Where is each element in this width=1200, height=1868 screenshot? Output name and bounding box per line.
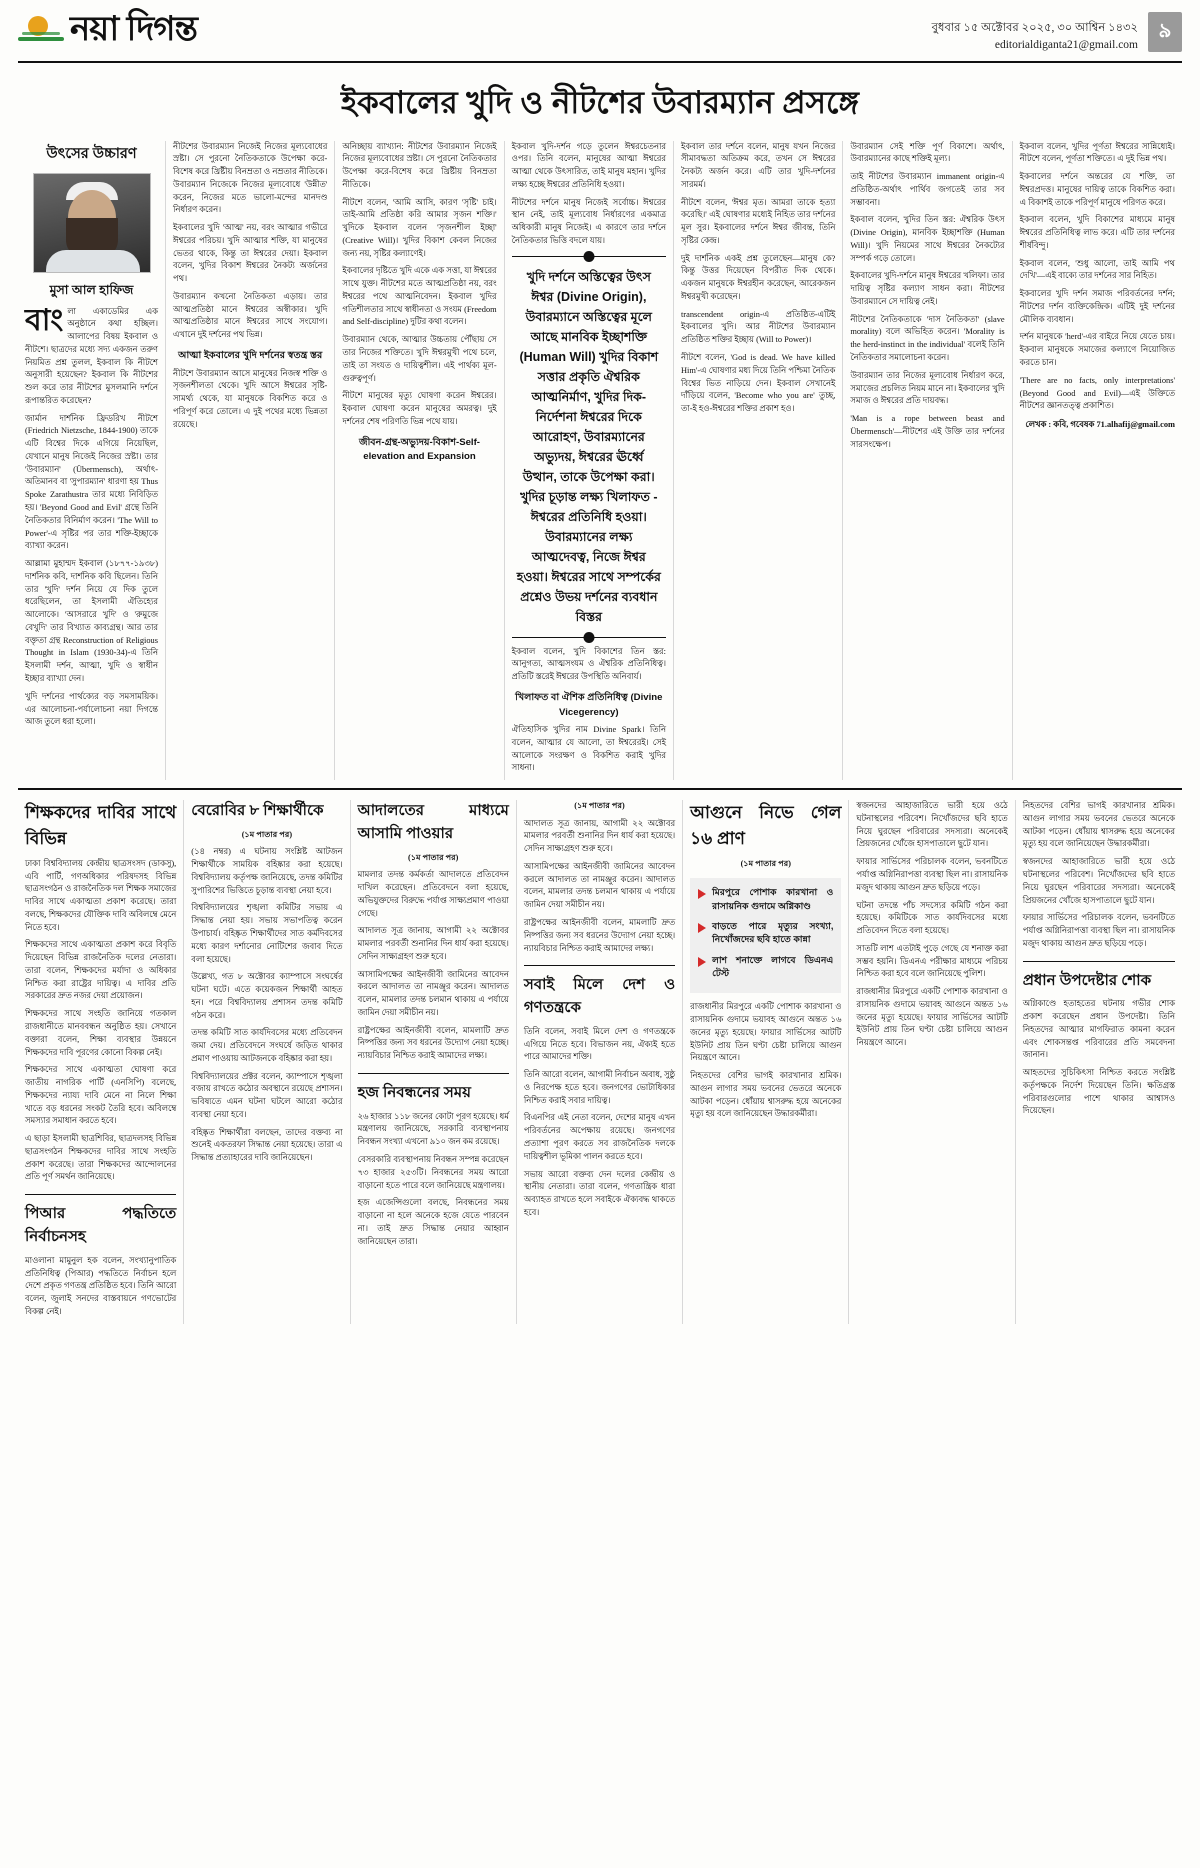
divider bbox=[358, 1073, 509, 1074]
paragraph: খুদি দর্শনের পার্থক্যের বড় সমসাময়িক। এর আলোচনা-পর্যালোচনা নয়া দিগন্তে আজ তুলে ধরা হলো। bbox=[25, 691, 158, 727]
story-headline: বেরোবির ৮ শিক্ষার্থীকে bbox=[191, 802, 324, 820]
pull-quote bbox=[512, 256, 666, 638]
paragraph: শিক্ষকদের সাথে একাত্মতা ঘোষণা করে জাতীয় নাগরিক পার্টি (এনসিপি) বলেছে, শিক্ষকদের ন্যায্য দাবি মেনে না নিলে শিক্ষা খাতে বড় ধরনের সংকট তৈরি হবে। অবিলম্বে সমস্যার সমাধান করতে হবে। bbox=[25, 1065, 177, 1126]
lead-article bbox=[18, 141, 1182, 791]
list-item bbox=[698, 954, 833, 981]
paragraph: ফায়ার সার্ভিসের পরিচালক বলেন, ভবনটিতে পর্যাপ্ত অগ্নিনিরাপত্তা ব্যবস্থা ছিল না। রাসায়নিক মজুদ থাকায় আগুন দ্রুত ছড়িয়ে পড়ে। bbox=[1022, 913, 1175, 948]
paragraph: ২৬ হাজার ১১৮ জনের কোটা পূরণ হয়েছে। ধর্ম মন্ত্রণালয় জানিয়েছে, সরকারি ব্যবস্থাপনায় নিবন্ধন সংখ্যা এখনো ৯১০ জন কম রয়েছে। bbox=[357, 1111, 509, 1147]
paragraph: আসামিপক্ষের আইনজীবী জামিনের আবেদন করলে আদালত তা নামঞ্জুর করেন। আদালত বলেন, মামলার তদন্ত চলমান থাকায় এ পর্যায়ে জামিন দেয়া সমীচীন নয়। bbox=[357, 969, 509, 1017]
jump-line: (১ম পাতার পর) bbox=[407, 852, 459, 862]
paragraph: আদালত সূত্র জানায়, আগামী ২২ অক্টোবর মামলার পরবর্তী শুনানির দিন ধার্য করা হয়েছে। সেদিন সাক্ষ্যগ্রহণ শুরু হবে। bbox=[523, 818, 676, 854]
sun-logo-icon bbox=[18, 14, 64, 44]
paragraph: 'There are no facts, only interpretations' (Beyond Good and Evil)—এই উক্তিতে নীটশের জ্ঞানতত্ত্ব প্রকাশিত। bbox=[1019, 375, 1175, 411]
byline-column bbox=[18, 141, 166, 781]
subheading: আত্মা ইকবালের খুদি দর্শনের স্বতন্ত্র স্তর bbox=[178, 349, 323, 361]
paragraph: transcendent origin-এ প্রতিষ্ঠিত-এটিই ইকবালের খুদি। আর নীটশের উবারম্যান প্রতিষ্ঠিত শক্তির ইচ্ছায় (Will to Power)। bbox=[680, 309, 836, 345]
paragraph: নীটশে উবারম্যান আসে মানুষের নিজস্ব শক্তি ও সৃজনশীলতা থেকে। খুদি আসে ঈশ্বরের সৃষ্টি-সামর্থ্য থেকে, যা মানুষকে বিকশিত করে ও পরিপূর্ণ করে তোলে। এ দুই পথের মধ্যে ভিন্নতা রয়েছে। bbox=[173, 368, 328, 429]
paragraph: শিক্ষকদের সাথে একাত্মতা প্রকাশ করে বিবৃতি দিয়েছেন বিভিন্ন রাজনৈতিক দলের নেতারা। তারা বলেন, শিক্ষকদের মর্যাদা ও অধিকার নিশ্চিত করা রাষ্ট্রের দায়িত্ব। এ দাবির প্রতি সরকারের দ্রুত নজর দেয়া প্রয়োজন। bbox=[25, 940, 177, 1001]
article-column-2 bbox=[166, 141, 335, 781]
paragraph: বিশ্ববিদ্যালয়ের প্রক্টর বলেন, ক্যাম্পাসে শৃঙ্খলা বজায় রাখতে কঠোর অবস্থানে রয়েছে প্রশাসন। ভবিষ্যতে এমন ঘটনা ঘটলে আরো কঠোর ব্যবস্থা নেয়া হবে। bbox=[191, 1071, 343, 1119]
paragraph: ঐতিহাসিক খুদির নাম Divine Spark। তিনি বলেন, আত্মার যে আলো, তা ঈশ্বরেরই। সেই আলোকে সংরক্ষণ ও বিকশিত করাই খুদির সাধনা। bbox=[511, 725, 666, 773]
paragraph: ইকবাল বলেন, 'শুধু আলো, তাই আমি পথ দেখি'—এই বাক্যে তার দর্শনের সার নিহিত। bbox=[1019, 258, 1175, 281]
story-court-accused bbox=[351, 800, 517, 1323]
paragraph: উবারম্যান তার নিজের মূল্যবোধ নির্ধারণ করে, সমাজের প্রচলিত নিয়ম মানে না। ইকবালের খুদি সমাজ ও ঈশ্বরের প্রতি দায়বদ্ধ। bbox=[850, 370, 1005, 406]
paragraph: সাতটি লাশ এতটাই পুড়ে গেছে যে শনাক্ত করা সম্ভব হয়নি। ডিএনএ পরীক্ষার মাধ্যমে পরিচয় নিশ্চিত করা হবে বলে জানিয়েছে পুলিশ। bbox=[856, 943, 1008, 979]
paragraph: বেসরকারি ব্যবস্থাপনায় নিবন্ধন সম্পন্ন করেছেন ৭৩ হাজার ২৫৩টি। নিবন্ধনের সময় আরো বাড়ানো হতে পারে বলে জানিয়েছে মন্ত্রণালয়। bbox=[357, 1155, 509, 1190]
paragraph: ইকবাল বলেন, খুদি বিকাশের মাধ্যমে মানুষ ঈশ্বরের প্রতিনিধিত্ব লাভ করে। এটি তার দর্শনের শীর্ষবিন্দু। bbox=[1019, 215, 1175, 250]
paragraph: উবারম্যান কখনো নৈতিকতা এড়ায়। তার আত্মপ্রতিষ্ঠা মানে ঈশ্বরের অস্বীকার। খুদি আত্মপ্রতিষ্ঠার মানে ঈশ্বরের সাথে সংযোগ। এখানে দুই দর্শনের পথ ভিন্ন। bbox=[173, 291, 328, 340]
paragraph: রাজধানীর মিরপুরে একটি পোশাক কারখানা ও রাসায়নিক গুদামে ভয়াবহ আগুনে অন্তত ১৬ জনের মৃত্যু হয়েছে। ফায়ার সার্ভিসের আটটি ইউনিট প্রায় তিন ঘণ্টা চেষ্টা চালিয়ে আগুন নিয়ন্ত্রণে আনে। bbox=[856, 987, 1008, 1048]
paragraph: বিশ্ববিদ্যালয়ের শৃঙ্খলা কমিটির সভায় এ সিদ্ধান্ত নেয়া হয়। সভায় সভাপতিত্ব করেন উপাচার্য। বহিষ্কৃত শিক্ষার্থীদের সাত কর্মদিবসের মধ্যে কারণ দর্শানোর নোটিশের জবাব দিতে বলা হয়েছে। bbox=[191, 903, 343, 964]
article-column-7 bbox=[1013, 141, 1182, 781]
story-headline: আগুনে নিভে গেল ১৬ প্রাণ bbox=[690, 803, 842, 848]
paragraph: স্বজনদের আহাজারিতে ভারী হয়ে ওঠে ঘটনাস্থলের পরিবেশ। নিখোঁজদের ছবি হাতে নিয়ে ঘুরছেন পরিবারের সদস্যরা। অনেকেই প্রিয়জনের খোঁজে হাসপাতালে ছুটে যান। bbox=[1022, 857, 1175, 905]
key-points-box bbox=[690, 878, 841, 993]
article-column-5 bbox=[674, 141, 843, 781]
divider bbox=[524, 965, 675, 966]
paragraph: ইকবালের খুদি 'আত্ম' নয়, বরং আত্মার গভীরে ঈশ্বরের পরিচয়। খুদি আত্মার শক্তি, যা মানুষের ভেতর থাকে, কিন্তু তা ঈশ্বরের দেয়া। ইকবাল বলেন, খুদির বিকাশ ঈশ্বরের নৈকট্য অর্জনের পথ। bbox=[173, 223, 328, 284]
list-item bbox=[698, 920, 833, 947]
story-headline: শিক্ষকদের দাবির সাথে বিভিন্ন bbox=[25, 803, 177, 848]
story-headline: হজ নিবন্ধনের সময় bbox=[357, 1083, 471, 1101]
paragraph: নিহতদের বেশির ভাগই কারখানার শ্রমিক। আগুন লাগার সময় ভবনের ভেতরে অনেকে আটকা পড়েন। ধোঁয়ায় শ্বাসরুদ্ধ হয়ে অনেকের মৃত্যু হয় বলে জানিয়েছেন উদ্ধারকর্মীরা। bbox=[690, 1071, 842, 1119]
paragraph: আল্লামা মুহাম্মদ ইকবাল (১৮৭৭-১৯৩৮) দার্শনিক কবি, দার্শনিক কবি ছিলেন। তিনি তার 'খুদি' দর্শন নিয়ে যে দিক তুলে ধরেছিলেন, তা ইসলামী ঐতিহ্যের আলোকে। 'আসরারে খুদি' ও 'রুমুজে বেখুদি' তার বিখ্যাত কাব্যগ্রন্থ। আর তার বক্তৃতা গ্রন্থ Reconstruction of Religious Thought in Islam (1930-34)-এ তিনি ইসলামী দর্শন, আত্মা, খুদি ও স্বাধীন ইচ্ছার ব্যাখ্যা দেন। bbox=[25, 559, 158, 683]
paragraph: উবারম্যান সেই শক্তি পূর্ণ বিকাশে। অর্থাৎ, উবারম্যানের কাছে শক্তিই মূল্য। bbox=[850, 141, 1005, 164]
story-beroby-students bbox=[184, 800, 350, 1323]
paragraph: নীটশের নৈতিকতাকে 'দাস নৈতিকতা' (slave morality) বলে অভিহিত করেন। 'Morality is the herd-instinct in the individual' বলেই তিনি নৈতিকতার সমালোচনা করেন। bbox=[850, 314, 1005, 362]
jump-line: (১ম পাতার পর) bbox=[574, 801, 625, 811]
paragraph: উবারম্যান থেকে, আত্মার উচ্চতায় পৌঁছায় সে তার নিজের শক্তিতে। খুদি ঈশ্বরমুখী পথে চলে, তাই তা সংযত ও দায়িত্বশীল। এই পার্থক্য মূল-গুরুত্বপূর্ণ। bbox=[342, 335, 497, 383]
divider bbox=[1023, 961, 1175, 962]
paragraph: স্বজনদের আহাজারিতে ভারী হয়ে ওঠে ঘটনাস্থলের পরিবেশ। নিখোঁজদের ছবি হাতে নিয়ে ঘুরছেন পরিবারের সদস্যরা। অনেকেই প্রিয়জনের খোঁজে হাসপাতালে ছুটে যান। bbox=[856, 801, 1008, 849]
paragraph: তিনি আরো বলেন, আগামী নির্বাচন অবাধ, সুষ্ঠু ও নিরপেক্ষ হতে হবে। জনগণের ভোটাধিকার নিশ্চিত করাই সবার দায়িত্ব। bbox=[523, 1070, 676, 1105]
editorial-email: editorialdiganta21@gmail.com bbox=[994, 39, 1138, 52]
paragraph: ইকবালের দৃষ্টিতে খুদি একে এক সত্তা, যা ঈশ্বরের সাথে যুক্ত। নীটশের মতে আত্মপ্রতিষ্ঠা নয়, বরং ঈশ্বরের পথে আত্মনিবেদন। ইকবাল খুদির গতিশীলতার সাথে স্বাধীনতা ও সংযম (Freedom and Self-discipline) দুটির কথা বলেন। bbox=[342, 266, 497, 327]
paragraph: নীটশের দর্শনে মানুষ নিজেই সর্বোচ্চ। ঈশ্বরের স্থান নেই, তাই মূল্যবোধ নির্ধারণের একমাত্র অধিকারী মানুষ নিজেই। এ কারণে তার দর্শনে নৈতিকতার ভিত্তি বদলে যায়। bbox=[511, 197, 666, 245]
paragraph: সভায় আরো বক্তব্য দেন দলের কেন্দ্রীয় ও স্থানীয় নেতারা। তারা বলেন, গণতান্ত্রিক ধারা অব্যাহত রাখতে হলে সবাইকে ঐক্যবদ্ধ থাকতে হবে। bbox=[523, 1169, 676, 1217]
paragraph: 'Man is a rope between beast and Übermensch'—নীটশের এই উক্তি তার দর্শনের সারসংক্ষেপ। bbox=[850, 414, 1005, 449]
paragraph: তিনি বলেন, সবাই মিলে দেশ ও গণতন্ত্রকে এগিয়ে নিতে হবে। বিভাজন নয়, ঐক্যই হতে পারে আমাদের শক্তি। bbox=[523, 1026, 676, 1062]
paragraph: তাই নীটশের উবারম্যান immanent origin-এ প্রতিষ্ঠিত-অর্থাৎ পার্থিব জগতেই তার সব সম্ভাবনা। bbox=[850, 172, 1005, 207]
jump-line: (১ম পাতার পর) bbox=[740, 858, 791, 868]
story-headline: পিআর পদ্ধতিতে নির্বাচনসহ bbox=[25, 1205, 177, 1245]
paragraph: দুই দার্শনিক একই প্রশ্ন তুলেছেন—মানুষ কে? কিন্তু উত্তর দিয়েছেন বিপরীত দিক থেকে। একজন মানুষকে ঈশ্বরহীন করেছেন, আরেকজন ঈশ্বরমুখী করেছেন। bbox=[680, 253, 836, 301]
paragraph: শিক্ষকদের সাথে সংহতি জানিয়ে গতকাল রাজধানীতে মানববন্ধন অনুষ্ঠিত হয়। সেখানে বক্তারা বলেন, শিক্ষা ব্যবস্থার উন্নয়নে শিক্ষকদের দাবি পূরণের কোনো বিকল্প নেই। bbox=[25, 1009, 177, 1057]
triangle-bullet-icon bbox=[698, 957, 706, 967]
masthead bbox=[18, 12, 1182, 63]
article-column-4 bbox=[505, 141, 674, 781]
paragraph: রাষ্ট্রপক্ষের আইনজীবী বলেন, মামলাটি দ্রুত নিষ্পত্তির জন্য সব ধরনের উদ্যোগ নেয়া হচ্ছে। ন্যায়বিচার নিশ্চিত করাই আমাদের লক্ষ্য। bbox=[523, 917, 676, 953]
paragraph: মাওলানা মামুনুল হক বলেন, সংখ্যানুপাতিক প্রতিনিধিত্ব (পিআর) পদ্ধতিতে নির্বাচন হলে দেশে প্রকৃত গণতন্ত্র প্রতিষ্ঠিত হবে। তিনি আরো বলেন, জুলাই সনদের বাস্তবায়নে গণভোটের বিকল্প নেই। bbox=[25, 1255, 177, 1316]
author-name: মুসা আল হাফিজ bbox=[49, 282, 134, 297]
dateline-block bbox=[932, 12, 1138, 55]
paragraph: জার্মান দার্শনিক ফ্রিডরিখ নীটশে (Friedrich Nietzsche, 1844-1900) তাকে এটি বিশ্বের দিকে এগিয়ে নিয়েছিল, যেখানে মানুষ নিজেই নিজের স্রষ্টা। তার 'উবারম্যান' (Übermensch), অর্থাৎ-অতিমানব বা 'সুপারম্যান' ধারণা হয় Thus Spoke Zarathustra তার মধ্যে নিবিড়িত হয়। 'Beyond Good and Evil' গ্রন্থে তিনি নৈতিকতার বিনির্মাণ করেন। 'The Will to Power'-এ সৃষ্টির পর তার শক্তি-ইচ্ছাকে ব্যাখ্যা করেন। bbox=[25, 413, 158, 551]
publication-date: বুধবার ১৫ অক্টোবর ২০২৫, ৩০ আশ্বিন ১৪৩২ bbox=[931, 22, 1138, 34]
pull-quote-text: খুদি দর্শনে অস্তিত্বের উৎস ঈশ্বর (Divine Origin), উবারম্যানে অস্তিত্বের মূলে আছে মানবিক ইচ্ছাশক্তি (Human Will) খুদির বিকাশ সত্তার প্রকৃতি ঐশ্বরিক আত্মনির্মাণ, খুদির দিক-নির্দেশনা ঈশ্বরের দিকে আরোহণ, উবারম্যানের অভ্যুদয়, ঈশ্বরের ঊর্ধ্বে উত্থান, তাকে উপেক্ষা করা। খুদির চূড়ান্ত লক্ষ্য খিলাফত - ঈশ্বরের প্রতিনিধি হওয়া। উবারম্যানের লক্ষ্য আত্মদেবত্ব, নিজে ঈশ্বর হওয়া। ঈশ্বরের সাথে সম্পর্কের প্রশ্নেও উভয় দর্শনের ব্যবধান বিস্তর bbox=[516, 269, 661, 624]
triangle-bullet-icon bbox=[698, 889, 706, 899]
list-item-label: মিরপুরে পোশাক কারখানা ও রাসায়নিক গুদামে অগ্নিকাণ্ড bbox=[712, 887, 834, 911]
lower-stories bbox=[18, 800, 1182, 1323]
article-column-3 bbox=[335, 141, 504, 781]
paragraph: ইকবাল বলেন, খুদি বিকাশের তিন স্তর: আনুগত্য, আত্মসংযম ও ঐশ্বরিক প্রতিনিধিত্ব। প্রতিটি স্তরেই ঈশ্বরের উপস্থিতি অনিবার্য। bbox=[511, 646, 666, 682]
paragraph: অগ্নিকাণ্ডে হতাহতের ঘটনায় গভীর শোক প্রকাশ করেছেন প্রধান উপদেষ্টা। তিনি নিহতদের আত্মার মাগফিরাত কামনা করেন এবং শোকসন্তপ্ত পরিবারের প্রতি সমবেদনা জানান। bbox=[1022, 999, 1175, 1060]
story-fire-16-deaths bbox=[683, 800, 849, 1323]
masthead-right bbox=[932, 12, 1182, 55]
paragraph: বিএনপির এই নেতা বলেন, দেশের মানুষ এখন পরিবর্তনের অপেক্ষায় রয়েছে। জনগণের প্রত্যাশা পূরণ করতে সব রাজনৈতিক দলকে দায়িত্বশীল ভূমিকা পালন করতে হবে। bbox=[523, 1113, 676, 1161]
paragraph: ইকবালের দর্শনে অন্তরের যে শক্তি, তা ঈশ্বরপ্রদত্ত। মানুষের দায়িত্ব তাকে বিকশিত করা। এ বিকাশই তাকে পরিপূর্ণ মানুষে পরিণত করে। bbox=[1019, 172, 1175, 207]
subheading: খিলাফত বা ঐশিক প্রতিনিধিত্ব (Divine Vicegerency) bbox=[515, 691, 663, 718]
quote-dot-icon bbox=[583, 632, 594, 643]
story-fire-continued-1 bbox=[849, 800, 1015, 1323]
paragraph: দর্শন মানুষকে 'herd'-এর বাইরে নিয়ে যেতে চায়। ইকবাল মানুষকে সমাজের কল্যাণে নিয়োজিত করতে চান। bbox=[1019, 332, 1175, 367]
list-item bbox=[698, 886, 833, 913]
paragraph: নিহতদের বেশির ভাগই কারখানার শ্রমিক। আগুন লাগার সময় ভবনের ভেতরে অনেকে আটকা পড়েন। ধোঁয়ায় শ্বাসরুদ্ধ হয়ে অনেকের মৃত্যু হয় বলে জানিয়েছেন উদ্ধারকর্মীরা। bbox=[1022, 801, 1175, 849]
paragraph: ঢাকা বিশ্ববিদ্যালয় কেন্দ্রীয় ছাত্রসংসদ (ডাকসু), এবি পার্টি, গণঅধিকার পরিষদসহ বিভিন্ন ছাত্রসংগঠন ও রাজনৈতিক দল শিক্ষক সমাজের দাবির সাথে একাত্মতা প্রকাশ করেছে। তারা বলছে, শিক্ষকদের যৌক্তিক দাবি অবিলম্বে মেনে নিতে হবে। bbox=[25, 858, 177, 932]
paragraph: নীটশে বলেন, 'ঈশ্বর মৃত। আমরা তাকে হত্যা করেছি।' এই ঘোষণার মধ্যেই নিহিত তার দর্শনের মূল সুর। ইকবালের দর্শনে ঈশ্বর জীবন্ত, তিনি সৃষ্টির কেন্দ্র। bbox=[680, 197, 836, 245]
article-column-6 bbox=[843, 141, 1012, 781]
story-fire-continued-2 bbox=[1016, 800, 1182, 1323]
paragraph: ইকবাল খুদি-দর্শন গড়ে তুলেন ঈশ্বরচেতনার ওপর। তিনি বলেন, মানুষের আত্মা ঈশ্বরের আত্মা থেকে উৎসারিত, তাই মানুষ মহান। খুদির লক্ষ্য হচ্ছে ঈশ্বরের প্রতিনিধি হওয়া। bbox=[511, 141, 666, 189]
paragraph: নীটশে মানুষের মৃত্যু ঘোষণা করেন ঈশ্বরের। ইকবাল ঘোষণা করেন মানুষের অমরত্ব। দুই দর্শনের শেষ পরিণতি ভিন্ন পথে যায়। bbox=[342, 391, 497, 426]
story-headline: আদালতের মাধ্যমে আসামি পাওয়ার bbox=[357, 802, 509, 842]
jump-line: (১ম পাতার পর) bbox=[241, 829, 293, 839]
story-democracy bbox=[517, 800, 683, 1323]
paragraph: আদালত সূত্র জানায়, আগামী ২২ অক্টোবর মামলার পরবর্তী শুনানির দিন ধার্য করা হয়েছে। সেদিন সাক্ষ্যগ্রহণ শুরু হবে। bbox=[357, 926, 509, 961]
paragraph: এ ছাড়া ইসলামী ছাত্রশিবির, ছাত্রদলসহ বিভিন্ন ছাত্রসংগঠন শিক্ষকদের দাবির সাথে সংহতি প্রকাশ করেছে। তারা শিক্ষকদের আন্দোলনের প্রতি পূর্ণ সমর্থন জানিয়েছে। bbox=[25, 1134, 177, 1182]
paragraph: নীটশে বলেন, 'God is dead. We have killed Him'-এ ঘোষণার মধ্য দিয়ে তিনি পশ্চিমা নৈতিক বিশ্বের ভিত নাড়িয়ে দেন। ইকবাল সেখানেই দাঁড়িয়ে বলেন, 'Become who you are' তুচ্ছ, তা-ই হও-ঈশ্বরের শক্তির প্রকাশ হও। bbox=[680, 352, 836, 414]
paragraph: নীটশে বলেন, 'আমি আসি, কারণ 'সৃষ্টি' চাই। তাই-আমি প্রতিষ্ঠা করি আমার সৃজন শক্তি।' খুদিকে ইকবাল বলেন 'সৃজনশীল ইচ্ছা' (Creative Will)। খুদির বিকাশ কেবল নিজের জন্য নয়, সৃষ্টির কল্যাণেই। bbox=[342, 197, 497, 258]
paragraph: হজ এজেন্সিগুলো বলছে, নিবন্ধনের সময় বাড়ানো না হলে অনেকে হজে যেতে পারবেন না। তাই দ্রুত সিদ্ধান্ত নেয়ার আহ্বান জানিয়েছেন তারা। bbox=[357, 1198, 509, 1246]
subheading: জীবন-গ্রন্থ-অভ্যুদয়-বিকাশ-Self-elevation and Expansion bbox=[358, 436, 480, 463]
paragraph: নীটশের উবারম্যান নিজেই নিজের মূল্যবোধের স্রষ্টা। সে পুরনো নৈতিকতাকে উপেক্ষা করে-বিশেষ করে খ্রিষ্টীয় বিনম্রতা ও নম্রতার নীতিকে। উবারম্যান নিজেকে নিজের মূল্যবোধে 'উন্নীত' করেন, নিজের মতে ভালো-মন্দের মানদণ্ড নির্ধারণ করেন। bbox=[173, 141, 328, 215]
paragraph: ইকবাল বলেন, খুদির তিন স্তর: ঐশ্বরিক উৎস (Divine Origin), মানবিক ইচ্ছাশক্তি (Human Will)। খুদি নিয়মের সাথে ঈশ্বরের নৈকট্যের সম্পর্ক গড়ে তোলে। bbox=[850, 215, 1005, 263]
divider bbox=[25, 1194, 176, 1195]
paragraph: ঘটনা তদন্তে পাঁচ সদস্যের কমিটি গঠন করা হয়েছে। কমিটিকে সাত কার্যদিবসের মধ্যে প্রতিবেদন দিতে বলা হয়েছে। bbox=[856, 900, 1008, 936]
story-headline: সবাই মিলে দেশ ও গণতন্ত্রকে bbox=[523, 976, 676, 1017]
paragraph: ফায়ার সার্ভিসের পরিচালক বলেন, ভবনটিতে পর্যাপ্ত অগ্নিনিরাপত্তা ব্যবস্থা ছিল না। রাসায়নিক মজুদ থাকায় আগুন দ্রুত ছড়িয়ে পড়ে। bbox=[856, 857, 1008, 892]
column-title: উৎসের উচ্চারণ bbox=[46, 145, 137, 162]
list-item-label: লাশ শনাক্তে লাগবে ডিএনএ টেস্ট bbox=[712, 954, 834, 978]
page-title: ইকবালের খুদি ও নীটশের উবারম্যান প্রসঙ্গে bbox=[341, 84, 859, 120]
story-headline: প্রধান উপদেষ্টার শোক bbox=[1022, 971, 1152, 989]
story-teachers-demand bbox=[18, 800, 184, 1323]
paragraph: ইকবালের খুদি দর্শন সমাজ পরিবর্তনের দর্শন; নীটশের দর্শন ব্যক্তিকেন্দ্রিক। এটিই দুই দর্শনের মৌলিক ব্যবধান। bbox=[1019, 289, 1175, 324]
paragraph: ইকবাল তার দর্শনে বলেন, মানুষ যখন নিজের সীমাবদ্ধতা অতিক্রম করে, তখন সে ঈশ্বরের নৈকট্য অর্জন করে। এটি তার খুদি-দর্শনের সারমর্ম। bbox=[680, 141, 836, 189]
paragraph: (১৪ নম্বর) এ ঘটনায় সংশ্লিষ্ট আটজন শিক্ষার্থীকে সাময়িক বহিষ্কার করা হয়েছে। বিশ্ববিদ্যালয় কর্তৃপক্ষ জানিয়েছে, তদন্ত কমিটির সুপারিশের ভিত্তিতে চূড়ান্ত ব্যবস্থা নেয়া হবে। bbox=[191, 847, 343, 895]
list-item-label: বাড়তে পারে মৃত্যুর সংখ্যা, নিখোঁজদের ছবি হাতে কান্না bbox=[712, 920, 834, 945]
author-signature: লেখক : কবি, গবেষক 71.alhafij@gmail.com bbox=[1025, 420, 1175, 430]
paragraph: আহতদের সুচিকিৎসা নিশ্চিত করতে সংশ্লিষ্ট কর্তৃপক্ষকে নির্দেশ দিয়েছেন তিনি। ক্ষতিগ্রস্ত পরিবারগুলোর পাশে থাকার আশ্বাসও দিয়েছেন। bbox=[1022, 1068, 1175, 1116]
masthead-title: নয়া দিগন্ত bbox=[70, 10, 197, 48]
paragraph: মামলার তদন্ত কর্মকর্তা আদালতে প্রতিবেদন দাখিল করেছেন। প্রতিবেদনে বলা হয়েছে, অভিযুক্তদের বিরুদ্ধে পর্যাপ্ত সাক্ষ্যপ্রমাণ পাওয়া গেছে। bbox=[357, 870, 509, 918]
paragraph: তদন্ত কমিটি সাত কার্যদিবসের মধ্যে প্রতিবেদন জমা দেয়। প্রতিবেদনে সংঘর্ষে জড়িত থাকার প্রমাণ পাওয়ায় আটজনকে বহিষ্কার করা হয়। bbox=[191, 1028, 343, 1063]
triangle-bullet-icon bbox=[698, 923, 706, 933]
paragraph: অনিচ্ছায় ব্যাখ্যান: নীটশের উবারম্যান নিজেই নিজের মূল্যবোধের স্রষ্টা। সে পুরনো নৈতিকতার উপেক্ষা করে-বিশেষ করে খ্রিষ্টীয় বিনম্রতা নীতিকে। bbox=[342, 141, 497, 189]
paragraph: ইকবাল বলেন, খুদির পূর্ণতা ঈশ্বরের সান্নিধ্যেই। নীটশে বলেন, পূর্ণতা শক্তিতে। এ দুই ভিন্ন পথ। bbox=[1019, 141, 1175, 164]
page-number-badge: ৯ bbox=[1148, 12, 1182, 52]
author-photo bbox=[33, 173, 151, 273]
paragraph: আসামিপক্ষের আইনজীবী জামিনের আবেদন করলে আদালত তা নামঞ্জুর করেন। আদালত বলেন, মামলার তদন্ত চলমান থাকায় এ পর্যায়ে জামিন দেয়া সমীচীন নয়। bbox=[523, 861, 676, 910]
lead-paragraph: বাংলা একাডেমির এক অনুষ্ঠানে কথা হচ্ছিল। আলাপের বিষয় ইকবাল ও নীটশে। ছাত্রদের মধ্যে সদ্য একজন তরুণ নিয়মিত প্রশ্ন তুলল, ইকবাল কি নীটশে অনুসারী হয়েছেন? ইকবাল কি নীটশের শুল করে তার নীটশের মুসলমানি দর্শনে রূপান্তরিত করেছেন? bbox=[25, 303, 158, 405]
paragraph: বহিষ্কৃত শিক্ষার্থীরা বলছেন, তাদের বক্তব্য না শুনেই একতরফা সিদ্ধান্ত নেয়া হয়েছে। তারা এ সিদ্ধান্ত প্রত্যাহারের দাবি জানিয়েছেন। bbox=[191, 1127, 343, 1163]
paragraph: উল্লেখ্য, গত ৮ অক্টোবর ক্যাম্পাসে সংঘর্ষের ঘটনা ঘটে। এতে কয়েকজন শিক্ষার্থী আহত হন। পরে বিশ্ববিদ্যালয় প্রশাসন তদন্ত কমিটি গঠন করে। bbox=[191, 972, 343, 1020]
paragraph: রাজধানীর মিরপুরে একটি পোশাক কারখানা ও রাসায়নিক গুদামে ভয়াবহ আগুনে অন্তত ১৬ জনের মৃত্যু হয়েছে। ফায়ার সার্ভিসের আটটি ইউনিট প্রায় তিন ঘণ্টা চেষ্টা চালিয়ে আগুন নিয়ন্ত্রণে আনে। bbox=[690, 1002, 842, 1063]
logo[interactable] bbox=[18, 12, 197, 46]
paragraph: রাষ্ট্রপক্ষের আইনজীবী বলেন, মামলাটি দ্রুত নিষ্পত্তির জন্য সব ধরনের উদ্যোগ নেয়া হচ্ছে। ন্যায়বিচার নিশ্চিত করাই আমাদের লক্ষ্য। bbox=[357, 1025, 509, 1061]
paragraph: ইকবালের খুদি-দর্শনে মানুষ ঈশ্বরের খলিফা। তার দায়িত্ব সৃষ্টির কল্যাণ সাধন করা। নীটশের উবারম্যানে সে দায়িত্ব নেই। bbox=[850, 271, 1005, 306]
quote-dot-icon bbox=[583, 251, 594, 262]
